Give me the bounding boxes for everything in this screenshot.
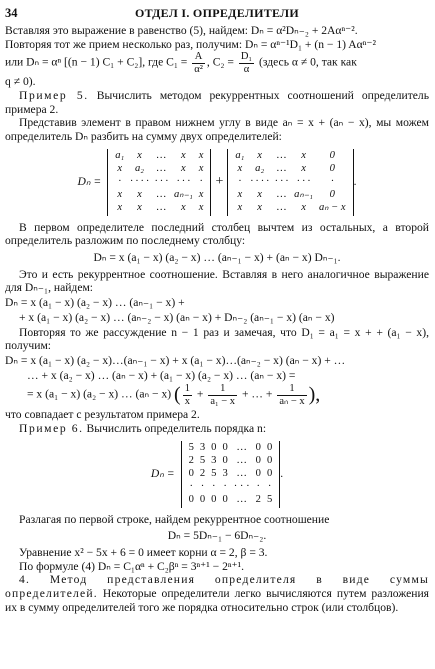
determinant-row [232, 163, 348, 176]
determinant-sum [5, 149, 429, 216]
numerator: 1 [208, 383, 237, 396]
determinant-cell: … [156, 150, 167, 162]
paragraph: Разлагая по первой строке, найдем рекуррентное соотношение [19, 512, 330, 526]
determinant-row [112, 176, 206, 189]
denominator: x [184, 395, 190, 407]
determinant-cell: 0 [188, 467, 194, 479]
determinant-cell: … [156, 202, 167, 214]
determinant-cell: 0 [329, 189, 335, 201]
determinant-row [112, 150, 206, 163]
determinant-cell: · [200, 480, 205, 492]
determinant-row [232, 202, 348, 215]
equation-line: Dₙ = x (a₁ − x) (a₂ − x) … (aₙ₋₁ − x) + [5, 296, 185, 310]
determinant-cell: · [267, 480, 272, 492]
determinant-cell: x [237, 163, 243, 175]
determinant-row [186, 468, 276, 481]
determinant-cell: 2 [255, 493, 261, 505]
determinant-cell: … [236, 493, 247, 505]
determinant-cell: 3 [211, 454, 217, 466]
determinant-cell: 5 [266, 493, 273, 505]
determinant-cell: a₂ [255, 163, 265, 175]
recurrence-equation: Dₙ = 5Dₙ₋₁ − 6Dₙ₋₂. [167, 529, 267, 543]
paragraph: что совпадает с результатом примера 2. [5, 408, 200, 422]
text-line-with-fractions [5, 51, 429, 75]
determinant-cell: aₙ − x [318, 202, 346, 214]
plus-sign: + [196, 387, 204, 401]
determinant-row [186, 494, 276, 507]
determinant-cell: 5 [211, 467, 217, 479]
determinant-cell: x [257, 150, 262, 162]
fraction [192, 51, 205, 75]
determinant-cell: · [199, 176, 203, 188]
page-header [5, 6, 429, 22]
determinant-matrix [181, 441, 284, 508]
determinant-cell: 0 [211, 493, 217, 505]
determinant-cell: 2 [188, 454, 194, 466]
determinant-cell: · · · · [250, 176, 269, 188]
denominator: a₁ − x [210, 395, 236, 407]
determinant-lhs: Dₙ = [150, 467, 175, 481]
text-line: q ≠ 0). [5, 75, 36, 89]
determinant-cell: … [276, 150, 287, 162]
determinant-cell: x [137, 189, 142, 201]
paragraph: Уравнение x² − 5x + 6 = 0 имеет корни α = 2, β = 3. [19, 545, 268, 559]
plus-sign: + [215, 174, 224, 190]
determinant-cell: x [301, 150, 306, 162]
determinant-cell: x [181, 163, 186, 175]
determinant-cell: 0 [266, 454, 273, 466]
determinant-cell: x [237, 202, 243, 214]
determinant-cell: 0 [188, 493, 194, 505]
determinant-cell: a₁ [115, 150, 125, 162]
determinant-cell: x [198, 150, 204, 162]
paragraph: По формуле (4) Dₙ = C₁αⁿ + C₂βⁿ = 3ⁿ⁺¹ − 2ⁿ⁺¹. [19, 559, 245, 573]
determinant-row [112, 202, 206, 215]
paragraph: Повторяя то же рассуждение n − 1 раз и замечая, что D₁ = a₁ = x + + (a₁ − x), получим: [5, 325, 429, 353]
determinant-cell: 2 [199, 467, 206, 479]
determinant-cell: 0 [222, 454, 228, 466]
determinant-cell: x [198, 163, 204, 175]
determinant-cell: · [212, 480, 216, 492]
determinant-example-6 [5, 441, 429, 508]
determinant-right [227, 149, 353, 216]
determinant-cell: · [189, 480, 193, 492]
determinant-cell: · [238, 176, 242, 188]
example-label: Пример 6. [19, 421, 84, 435]
numerator: 1 [277, 383, 306, 396]
determinant-cell: 0 [266, 441, 273, 453]
period: . [353, 175, 357, 189]
determinant-cell: 0 [222, 441, 228, 453]
determinant-cell: · · · [233, 480, 250, 492]
determinant-cell: 0 [255, 454, 261, 466]
determinant-cell: x [117, 202, 123, 214]
determinant-lhs: Dₙ = [77, 175, 102, 189]
determinant-cell: · · · [296, 176, 311, 188]
determinant-cell: x [137, 150, 142, 162]
determinant-cell: · · · [154, 176, 168, 188]
determinant-cell: x [301, 202, 306, 214]
equation-line-with-fractions [5, 383, 429, 407]
determinant-left [107, 149, 211, 216]
equation-line: + x (a₁ − x) (a₂ − x) … (aₙ₋₂ − x) (aₙ − x) + Dₙ₋₂ (aₙ₋₁ − x) (aₙ − x) [19, 310, 335, 324]
determinant-cell: x [237, 189, 243, 201]
determinant-cell: x [257, 189, 262, 201]
period: . [280, 467, 284, 481]
determinant-cell: a₁ [235, 150, 245, 162]
determinant-cell: 3 [222, 467, 228, 479]
denominator: aₙ − x [279, 395, 305, 407]
determinant-cell: · · · [176, 176, 190, 188]
text-line: Вставляя это выражение в равенство (5), найдем: Dₙ = α²Dₙ₋₂ + 2Aαⁿ⁻². [5, 24, 358, 37]
section-4-paragraph [5, 573, 429, 614]
determinant-row [232, 176, 348, 189]
example-text: Вычислить определитель порядка n: [83, 421, 267, 435]
determinant-cell: 5 [199, 454, 206, 466]
determinant-cell: … [236, 467, 247, 479]
equation-line: Dₙ = x (a₁ − x) (a₂ − x)…(aₙ₋₁ − x) + x (a₁ − x)…(aₙ₋₂ − x) (aₙ − x) + … [5, 353, 346, 367]
determinant-row [112, 163, 206, 176]
determinant-cell: 5 [188, 441, 194, 453]
determinant-cell: 0 [255, 441, 261, 453]
determinant-cell: 3 [199, 441, 206, 453]
determinant-cell: a₂ [134, 163, 144, 175]
numerator: D₁ [240, 51, 253, 63]
right-paren: ), [308, 383, 321, 406]
section-text: Некоторые определители легко вычисляются путем разложения их в сумму определителей того же порядка относительно строк (или столбцов). [5, 586, 429, 614]
example-5-paragraph [5, 89, 429, 116]
determinant-row [186, 442, 276, 455]
determinant-cell: 0 [211, 441, 217, 453]
fraction [239, 51, 254, 75]
example-text: Вычислить методом рекуррентных соотношений определитель примера 2. [5, 89, 429, 116]
determinant-row [232, 189, 348, 202]
determinant-cell: 0 [329, 150, 335, 162]
section-heading: 4. Метод представления определителя в виде суммы определителей. [5, 573, 429, 600]
fraction [183, 383, 192, 407]
determinant-cell: x [117, 189, 123, 201]
determinant-cell: aₙ₋₁ [294, 189, 313, 201]
equation-line: … + x (a₂ − x) … (aₙ − x) + (a₁ − x) (a₂ − x) … (aₙ − x) = [27, 368, 296, 382]
text-line: Повторяя тот же прием несколько раз, получим: Dₙ = αⁿ⁻¹D₁ + (n − 1) Aαⁿ⁻² [5, 37, 376, 51]
running-title: ОТДЕЛ I. ОПРЕДЕЛИТЕЛИ [134, 6, 300, 20]
determinant-cell: … [156, 163, 167, 175]
determinant-cell: 0 [255, 467, 261, 479]
determinant-cell: · [118, 176, 121, 188]
text-fragment: (здесь α ≠ 0, так как [258, 56, 357, 70]
paragraph: Представив элемент в правом нижнем углу в виде aₙ = x + (aₙ − x), мы можем определитель Dₙ разбить на сумму двух определителей: [5, 116, 429, 144]
denominator: α [243, 63, 250, 75]
determinant-cell: aₙ₋₁ [173, 189, 193, 201]
ellipsis: + … + [241, 387, 273, 401]
numerator: 1 [184, 383, 190, 395]
example-label: Пример 5. [19, 89, 89, 103]
text-fragment: или Dₙ = αⁿ [(n − 1) C₁ + C₂], где C₁ = [5, 56, 188, 70]
determinant-cell: … [156, 189, 167, 201]
determinant-cell: x [181, 150, 186, 162]
determinant-row [112, 189, 206, 202]
determinant-cell: x [181, 202, 186, 214]
left-paren: ( [174, 383, 181, 406]
paragraph: В первом определителе последний столбец вычтем из остальных, а второй определитель разложим по последнему столбцу: [5, 220, 429, 248]
fraction [208, 383, 237, 407]
denominator: α² [194, 63, 203, 75]
determinant-cell: 0 [329, 163, 335, 175]
determinant-cell: x [137, 202, 142, 214]
determinant-cell: … [276, 163, 287, 175]
determinant-cell: x [257, 202, 262, 214]
determinant-cell: x [198, 202, 204, 214]
determinant-row [186, 455, 276, 468]
determinant-cell: · [223, 480, 227, 492]
determinant-cell: 0 [266, 467, 273, 479]
text-fragment: , C₂ = [206, 56, 234, 70]
equation-fragment: = x (a₁ − x) (a₂ − x) … (aₙ − x) [27, 387, 172, 401]
numerator: A [192, 51, 205, 64]
determinant-cell: x [301, 163, 306, 175]
paragraph: Это и есть рекуррентное соотношение. Вставляя в него аналогичное выражение для Dₙ₋₁, найдем: [5, 267, 429, 295]
recurrence-equation: Dₙ = x (a₁ − x) (a₂ − x) … (aₙ₋₁ − x) + (aₙ − x) Dₙ₋₁. [93, 251, 341, 265]
page-number: 34 [5, 6, 18, 20]
fraction [277, 383, 306, 407]
determinant-cell: x [117, 163, 123, 175]
determinant-row [232, 150, 348, 163]
example-6-paragraph [5, 422, 429, 436]
determinant-cell: · [330, 176, 334, 188]
determinant-cell: · · · [274, 176, 289, 188]
determinant-cell: 0 [199, 493, 206, 505]
determinant-cell: x [198, 189, 204, 201]
determinant-row [186, 481, 276, 494]
determinant-cell: … [236, 441, 247, 453]
determinant-cell: … [236, 454, 247, 466]
determinant-cell: 0 [222, 493, 228, 505]
determinant-cell: … [276, 202, 287, 214]
determinant-cell: … [276, 189, 287, 201]
determinant-cell: · · · · [130, 176, 149, 188]
determinant-cell: · [256, 480, 261, 492]
